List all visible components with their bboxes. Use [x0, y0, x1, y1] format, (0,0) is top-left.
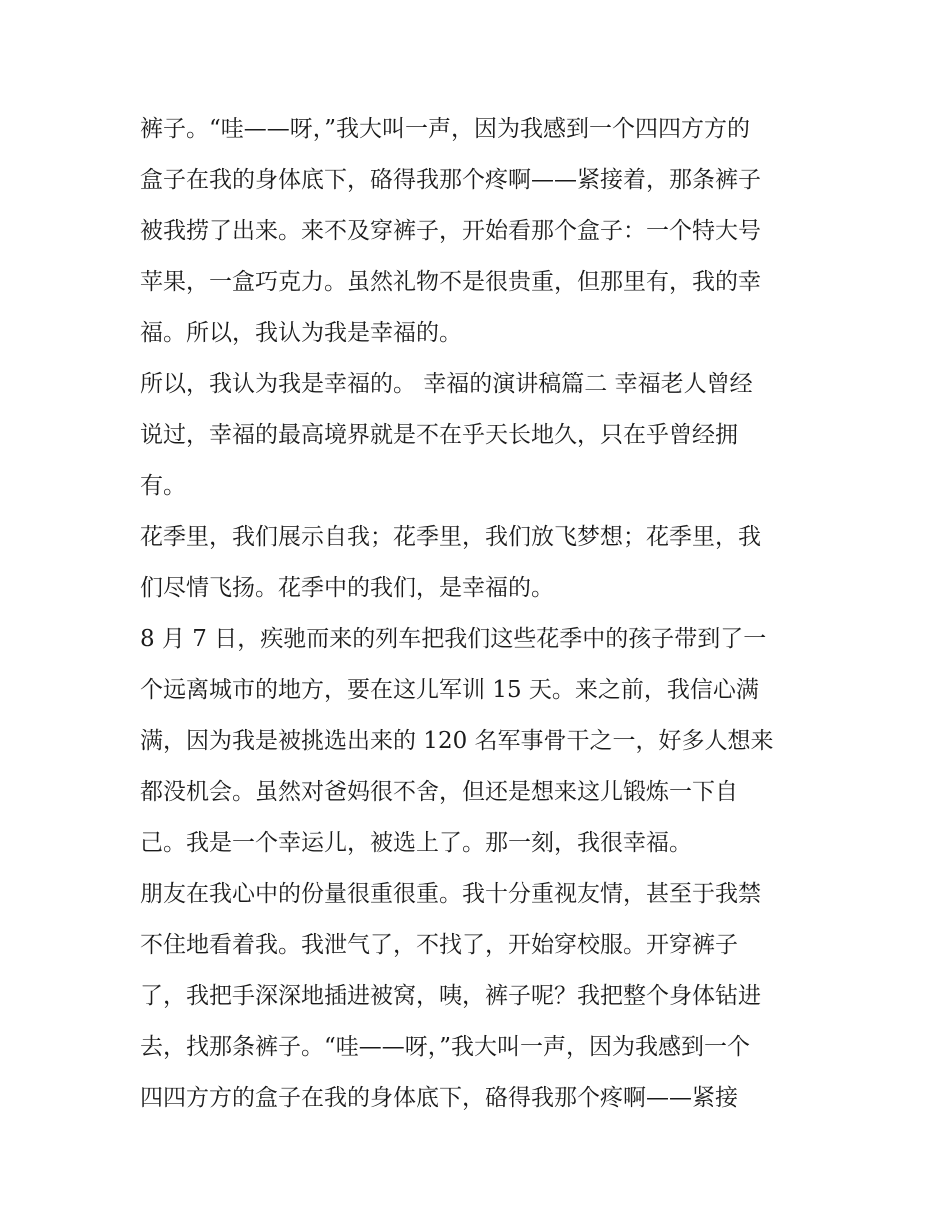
text-line: 个远离城市的地方，要在这儿军训 15 天。来之前，我信心满: [140, 677, 759, 703]
text-line: 被我捞了出来。来不及穿裤子，开始看那个盒子：一个特大号: [140, 218, 761, 244]
text-line: 福。所以，我认为我是幸福的。: [140, 320, 462, 346]
text-line: 花季里，我们展示自我；花季里，我们放飞梦想；花季里，我: [140, 524, 761, 550]
text-line: 苹果，一盒巧克力。虽然礼物不是很贵重，但那里有，我的幸: [140, 269, 761, 295]
text-line: 朋友在我心中的份量很重很重。我十分重视友情，甚至于我禁: [140, 881, 761, 907]
text-line: 满，因为我是被挑选出来的 120 名军事骨干之一，好多人想来: [140, 728, 774, 754]
text-line: 们尽情飞扬。花季中的我们，是幸福的。: [140, 575, 554, 601]
text-line: 不住地看着我。我泄气了，不找了，开始穿校服。开穿裤子: [140, 932, 738, 958]
text-line: 了，我把手深深地插进被窝，咦，裤子呢？我把整个身体钻进: [140, 983, 761, 1009]
text-line: 有。: [140, 473, 186, 499]
text-line: 己。我是一个幸运儿，被选上了。那一刻，我很幸福。: [140, 830, 692, 856]
text-line: 去，找那条裤子。“哇——呀，”我大叫一声，因为我感到一个: [140, 1034, 751, 1060]
document-body: [140, 104, 820, 1124]
text-line: 四四方方的盒子在我的身体底下，硌得我那个疼啊——紧接: [140, 1085, 738, 1111]
text-line: 说过，幸福的最高境界就是不在乎天长地久，只在乎曾经拥: [140, 422, 738, 448]
text-line: 都没机会。虽然对爸妈很不舍，但还是想来这儿锻炼一下自: [140, 779, 738, 805]
text-line: 盒子在我的身体底下，硌得我那个疼啊——紧接着，那条裤子: [140, 167, 761, 193]
text-line: 8 月 7 日，疾驰而来的列车把我们这些花季中的孩子带到了一: [140, 626, 767, 652]
text-line: 所以，我认为我是幸福的。 幸福的演讲稿篇二 幸福老人曾经: [140, 371, 753, 397]
text-line: 裤子。“哇——呀，”我大叫一声，因为我感到一个四四方方的: [140, 116, 751, 142]
